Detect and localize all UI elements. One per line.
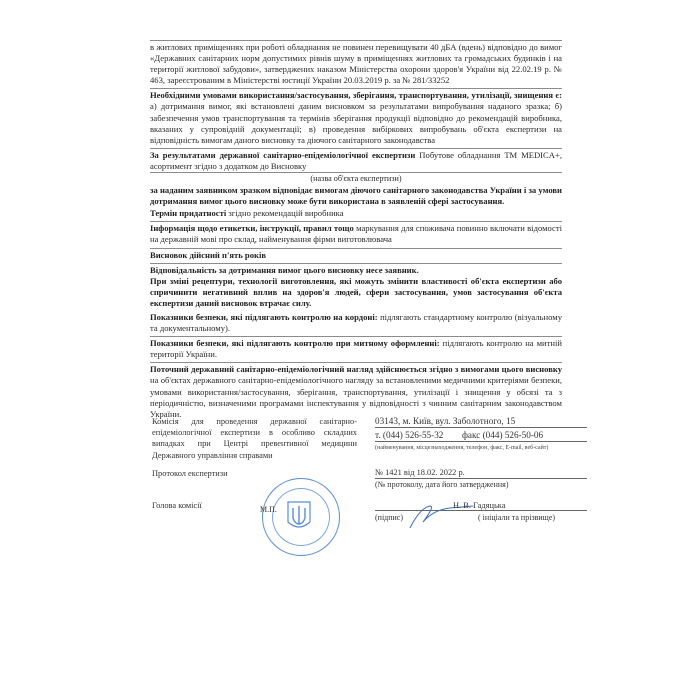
- section-responsibility: [150, 263, 562, 276]
- compliance-text: за наданим заявником зразком відповідає вимогам діючого санітарного законодавства України і за умови дотримання вимог цього висновку може бути використана в заявленій сфері застосування.: [150, 185, 562, 207]
- section-shelf-life: [150, 207, 562, 221]
- section-results: [150, 148, 562, 172]
- border-control-heading: Показники безпеки, які підлягають контролю на кордоні:: [150, 311, 378, 322]
- document-page: [150, 0, 562, 422]
- results-heading: За результатами державної санітарно-епідеміологічної експертизи: [150, 149, 416, 160]
- section-noise: [150, 40, 562, 88]
- customs-control-heading: Показники безпеки, які підлягають контролю при митному оформленні:: [150, 338, 440, 349]
- section-validity: [150, 248, 562, 263]
- chair-name: Н. В. Гадяцька: [453, 501, 506, 510]
- commission-phone-fax: [375, 430, 587, 442]
- changes-text: При зміні рецептури, технології виготовлення, які можуть змінити властивості об'єкта експертизи або спричинити негативний вплив на здоров'я людей, сфери застосування, умов застосування об'єкта експертизи даний висновок втрачає силу.: [150, 275, 562, 308]
- responsibility-text: Відповідальність за дотримання вимог цього висновку несе заявник.: [150, 264, 419, 275]
- commission-address: 03143, м. Київ, вул. Заболотного, 15: [375, 416, 587, 428]
- chair-label: Голова комісії: [152, 501, 202, 510]
- section-supervision: [150, 362, 562, 421]
- trident-emblem-icon: [286, 500, 312, 532]
- section-labeling: [150, 221, 562, 247]
- customs-control-text: підлягають контролю на митній території України.: [150, 338, 562, 360]
- supervision-heading: Поточний державний санітарно-епідеміологічний нагляд здійснюється згідно з вимогами цього висновку: [150, 364, 562, 375]
- validity-text: Висновок дійсний п'ять років: [150, 249, 266, 260]
- protocol-caption: (№ протоколу, дата його затвердження): [375, 480, 509, 489]
- protocol-label: Протокол експертизи: [152, 469, 228, 478]
- address-caption: (найменування, місцезнаходження, телефон, факс, E-mail, веб-сайт): [375, 445, 549, 451]
- commission-fax: факс (044) 526-50-06: [461, 430, 544, 440]
- object-name-caption: (назва об'єкта експертизи): [150, 172, 562, 184]
- shelf-life-heading: Термін придатності: [150, 208, 227, 219]
- commission-name: Комісія для проведення державної санітарно-епідеміологічної експертизи в особливо складних випадках при Центрі превентивної медицини Державного управління справами: [152, 417, 357, 460]
- labeling-heading: Інформація щодо етикетки, інструкції, правил тощо: [150, 223, 354, 234]
- shelf-life-text: згідно рекомендацій виробника: [226, 208, 344, 219]
- section-conditions: [150, 88, 562, 147]
- labeling-text: маркування для споживача повинно включати відомості на державній мові про склад, найменування фірми виготовлювача: [150, 223, 562, 245]
- supervision-text: на об'єктах державного санітарно-епідеміологічного нагляду за встановленими медичними критеріями безпеки, умовами використання/застосування, зберігання, транспортування, утилізації і знищення у обсязі та з періодичністю, визначеними програмами інспектування у відповідності з чинним санітарним законодавством України.: [150, 375, 562, 419]
- section-customs-control: [150, 336, 562, 362]
- protocol-value: № 1421 від 18.02. 2022 р.: [375, 467, 587, 479]
- stamp-label: М.П.: [260, 505, 277, 514]
- section-changes: [150, 276, 562, 311]
- section-border-control: [150, 311, 562, 336]
- name-caption: ( ініціали та прізвище): [478, 513, 556, 522]
- conditions-heading: Необхідними умовами використання/застосування, зберігання, транспортування, утилізації, знищення є:: [150, 90, 562, 101]
- results-text: Побутове обладнання ТМ MEDICA+, асортимент згідно з додатком до Висновку: [150, 149, 562, 171]
- conditions-text: а) дотримання вимог, які встановлені даним висновком за результатами випробування наданого зразка; б) забезпечення умов транспортування та термінів зберігання продукції відповідно до рекомендацій виробника, вказаних у супровідній документації; в) проведення вибіркових випробувань об'єкта експертизи на відповідність вимогам даного висновку та діючого санітарного законодавства: [150, 101, 562, 145]
- signature-caption: (підпис): [375, 513, 404, 522]
- section-compliance: [150, 184, 562, 207]
- commission-phone: т. (044) 526-55-32: [375, 430, 444, 440]
- border-control-text: підлягають стандартному контролю (візуальному та документальному).: [150, 311, 562, 334]
- noise-text: в житлових приміщеннях при роботі обладнання не повинен перевищувати 40 дБА (вдень) відповідно до вимог «Державних санітарних норм допустимих рівнів шуму в приміщеннях житлових та громадських будинків і на території житлової забудови», затверджених наказом Міністерства охорони здоров'я України від 22.02.19 р. № 463, зареєстрованим в Міністерстві юстиції України 20.03.2019 р. за № 281/33252: [150, 42, 562, 86]
